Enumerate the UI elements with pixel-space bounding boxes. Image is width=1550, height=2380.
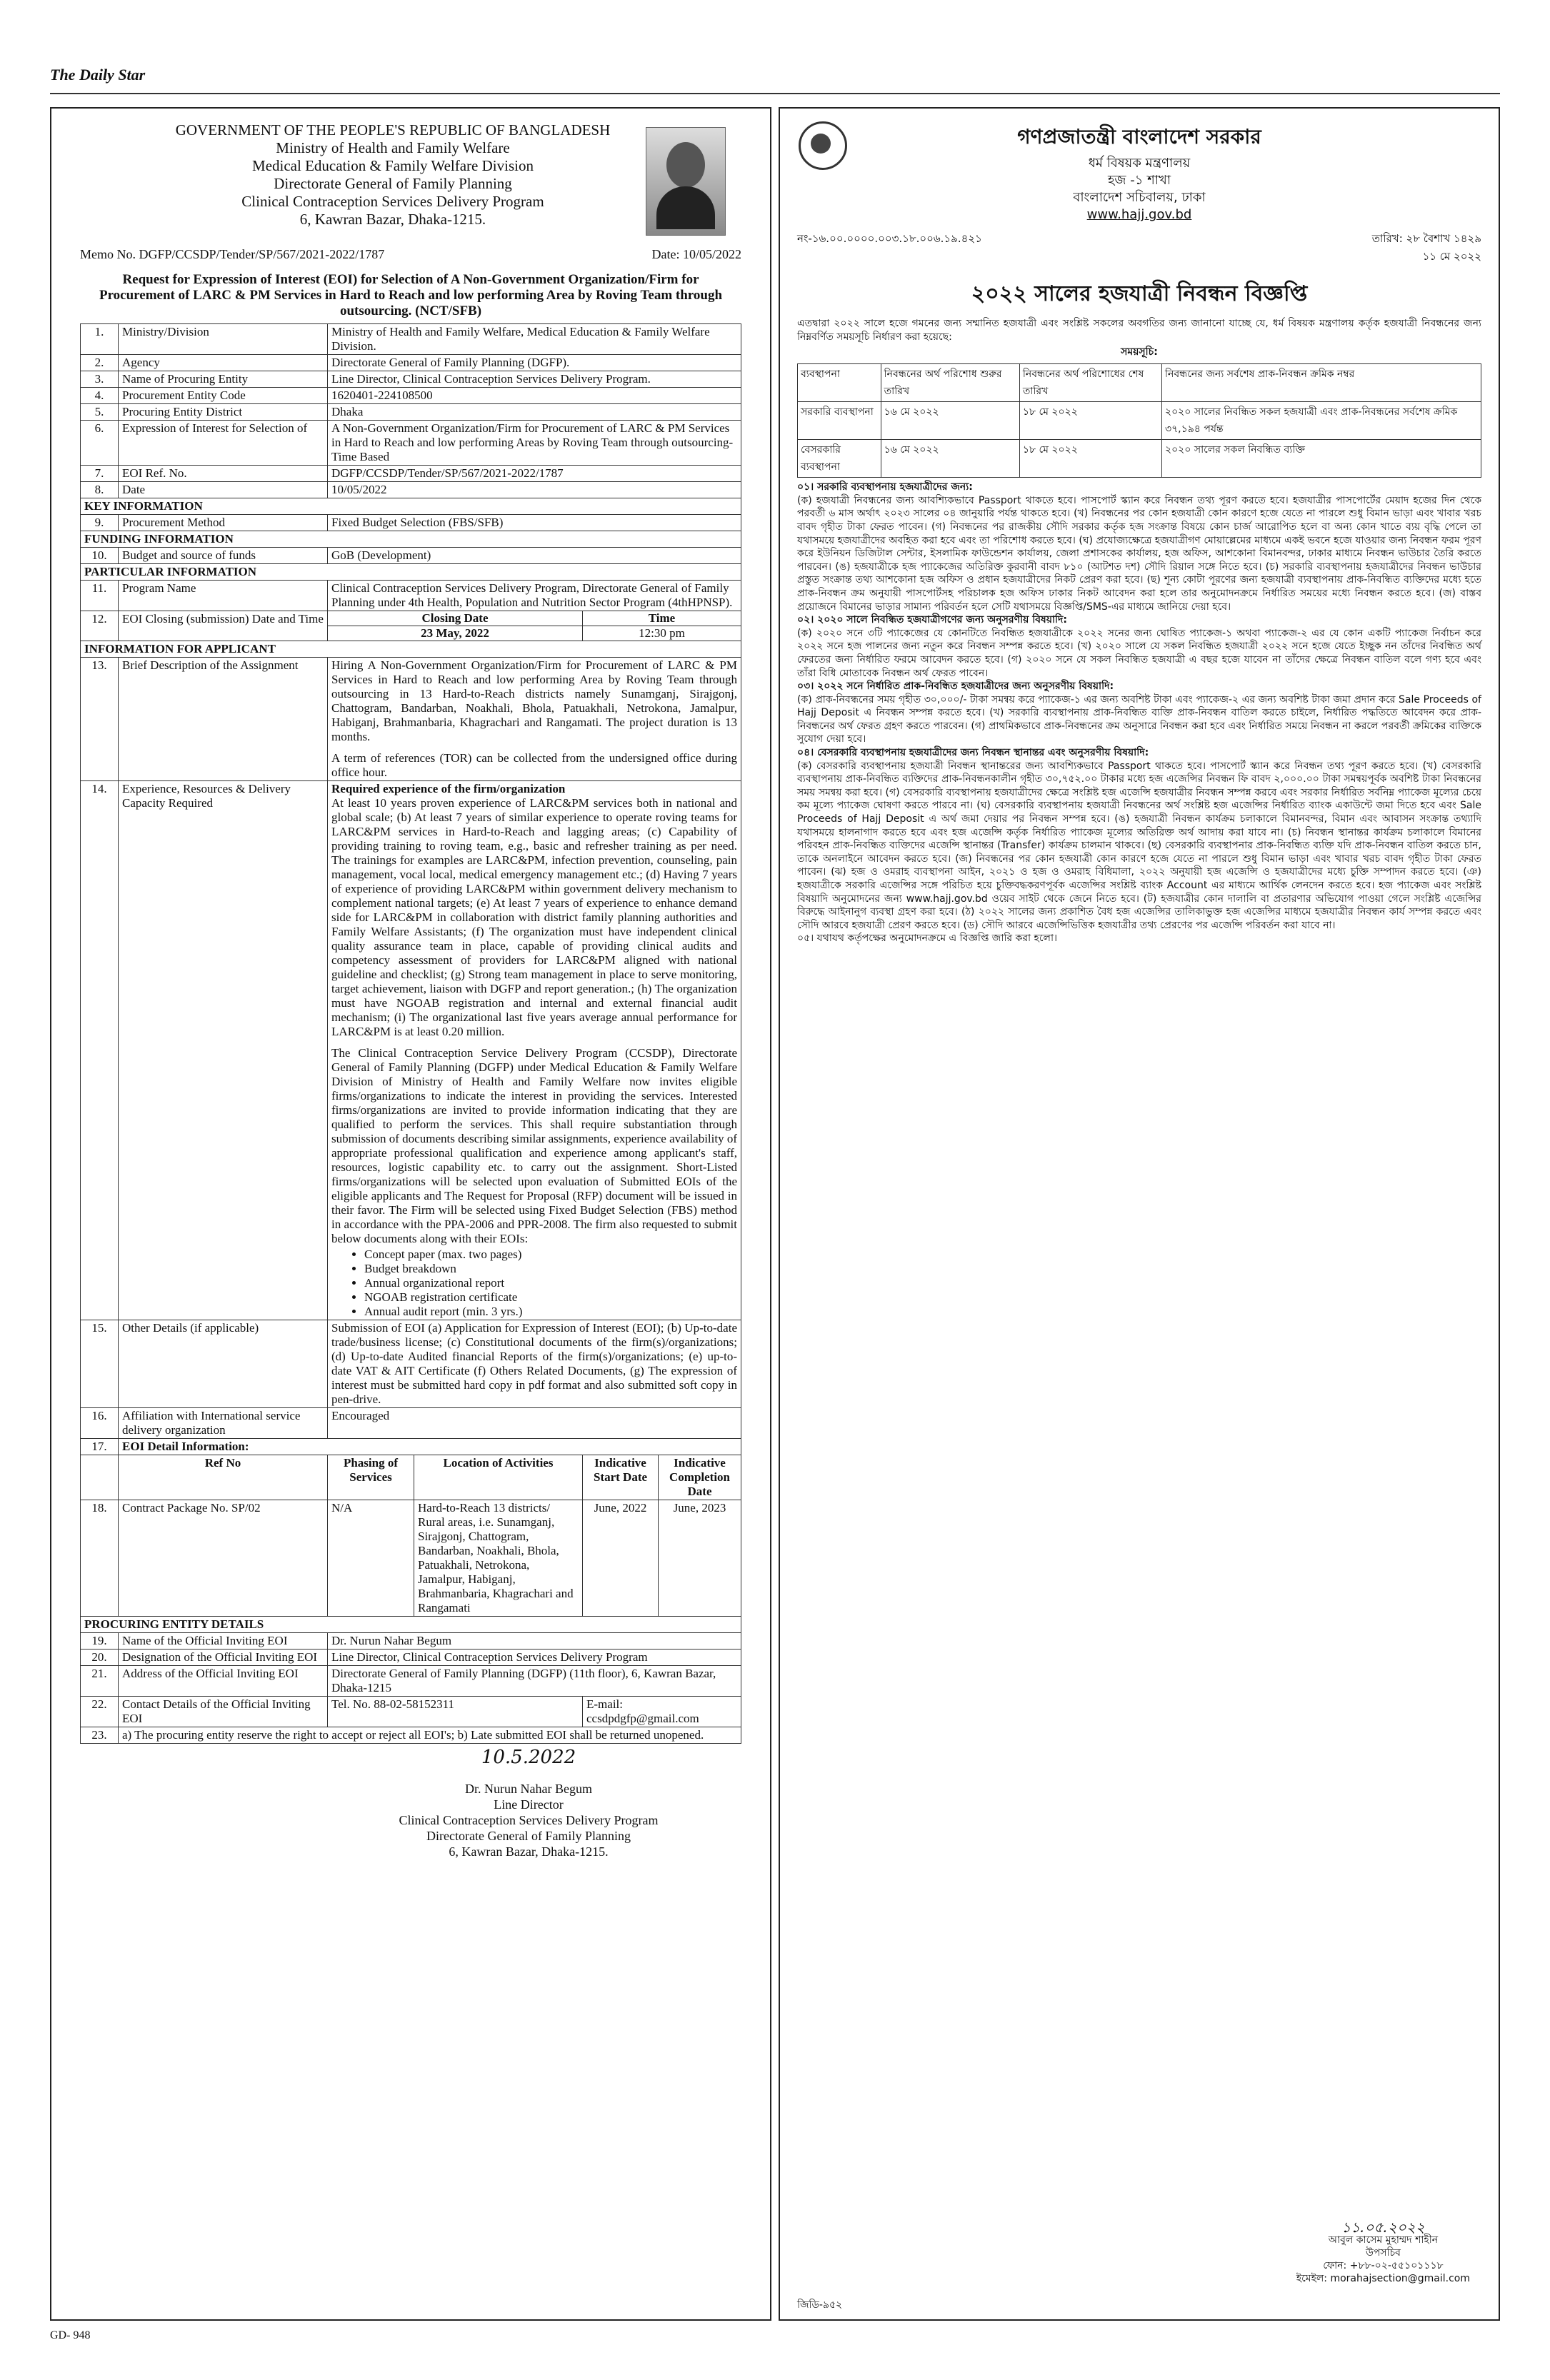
section-heading: ০১। সরকারি ব্যবস্থাপনায় হজযাত্রীদের জন্য: [797,481,973,493]
schedule-label: সময়সূচি: [1121,346,1158,358]
signer-address: 6, Kawran Bazar, Dhaka-1215. [449,1844,609,1859]
header-line: Directorate General of Family Planning [274,175,512,192]
table-row: 20. Designation of the Official Inviting EOI Line Director, Clinical Contraception Services Delivery Program [81,1650,741,1666]
signer-title: উপসচিব [1365,2247,1401,2259]
header-line: 6, Kawran Bazar, Dhaka-1215. [299,211,486,228]
table-row: 21. Address of the Official Inviting EOI Directorate General of Family Planning (DGFP) (11th floor), 6, Kawran Bazar, Dhaka-1215 [81,1666,741,1697]
section-body: (ক) বেসরকারি ব্যবস্থাপনায় হজযাত্রী নিবন্ধন স্থানান্তরের জন্য আবশ্যিকভাবে Passport থাকতে হবে। পাসপোর্ট স্ক্যান করে নিবন্ধন তথ্য পূরণ করতে হবে। (খ) বেসরকারি ব্যবস্থাপনায় প্রাক-নিবন্ধিত ব্যক্তিদের প্রাক-নিবন্ধনকালীন গৃহীত ৩০,৭৫২.০০ টাকার মধ্যে হজ এজেন্সির নিবন্ধন ফি বাবদ ২,০০০.০০ টাকা সমন্বয়পূর্বক অবশিষ্ট টাকা নিবন্ধনের সময় সমন্বয় করা হবে। (গ) বেসরকারি ব্যবস্থাপনায় হজযাত্রীদের ক্ষেত্রে সংশ্লিষ্ট হজ এজেন্সি হজযাত্রীর নিবন্ধন সম্পন্ন করবে এবং সরকার নির্ধারিত সর্বনিম্ন প্যাকেজ মূল্যের চেয়ে কম মূল্যে প্যাকেজ ঘোষণা করতে পারবে না। (ঘ) বেসরকারি ব্যবস্থাপনায় হজযাত্রী নিবন্ধনের অর্থ সংশ্লিষ্ট হজ এজেন্সির নির্ধারিত ব্যাংক একাউন্টে জমা দিতে হবে এবং Sale Proceeds of Hajj Deposit এ অর্থ জমা দেয়ার পর নিবন্ধন সম্পন্ন হবে। (ঙ) হজযাত্রী নিবন্ধন কার্যক্রম চলাকালে বিমানবন্দর, বিমান এবং আবাসন সংক্রান্ত তথ্যাদি যথাসময়ে হালনাগাদ করতে হবে এবং হজ এজেন্সি কর্তৃক নির্ধারিত প্যাকেজ মূল্যের অতিরিক্ত অর্থ আদায় করা যাবে না। (চ) নিবন্ধন স্থানান্তর কার্যক্রম চলাকালে বিমানের পরিবহন প্রাক-নিবন্ধিত ব্যক্তিদের এজেন্সি স্থানান্তর (Transfer) কার্যক্রম চালমান থাকবে। (ছ) বেসরকারি ব্যবস্থাপনার প্রাক-নিবন্ধিত ব্যক্তি যদি প্রাক-নিবন্ধন বাতিল করতে চান, তাকে অনলাইনে আবেদন করতে হবে। (জ) নিবন্ধনের পর কোন হজযাত্রী কোন কারণে হজে যেতে না পারলে শুধু বিমান ভাড়া এবং খাবার খরচ বাবদ গৃহীত টাকা ফেরত পাবেন। (ঝ) হজ ও ওমরাহ ব্যবস্থাপনা আইন, ২০২১ ও হজ ও ওমরাহ বিধিমালা, ২০২২ অনুযায়ী হজ এজেন্সি ও হজযাত্রীদের মধ্যে চুক্তি সম্পাদন করতে হবে। (ঞ) হজযাত্রীকে সরকারি এজেন্সির সঙ্গে পরিচিত হয়ে চুক্তিবদ্ধকরণপূর্বক এজেন্সির সংশ্লিষ্ট ব্যাংক Account এর মাধ্যমে আর্থিক লেনদেন করতে হবে। হজ প্যাকেজ এবং সংশ্লিষ্ট বিষয়াদি অনুমোদনের জন্য www.hajj.gov.bd ওয়েব সাইট থেকে জেনে নিতে হবে। (ট) হজযাত্রীর কোন দালালি বা প্রতারণার অভিযোগ পাওয়া গেলে সংশ্লিষ্ট এজেন্সির বিরুদ্ধে আইনানুগ ব্যবস্থা গ্রহণ করা হবে। (ঠ) ২০২২ সালের জন্য প্রকাশিত বৈধ হজ এজেন্সির তালিকাভুক্ত হজ এজেন্সির মাধ্যমে হজযাত্রীর নিবন্ধন কার্য সম্পন্ন করতে এবং সৌদি আরবে হজযাত্রী প্রেরণ করতে হবে। (ড) সৌদি আরবে এজেন্সিভিত্তিক হজযাত্রীর তথ্য প্রেরণের পর এজেন্সি পরিবর্তন করা যাবে না। [797,760,1481,931]
hajj-notice [779,107,1500,2321]
section-line: হজ -১ শাখা [1107,173,1171,188]
invitation-text: The Clinical Contraception Service Delivery Program (CCSDP), Directorate General of Family Planning (DGFP) under Medical Education & Family Welfare Division of Ministry of Health and Family Welfare now invites eligible firms/organizations to indicate the interest in providing the services. Interested firms/organizations are invited to provide information indicating that they are qualified to perform the services. This shall require substantiation through submission of documents describing similar assignments, experience availability of appropriate professional qualification and experience among applicant's staff, resources, logistic capability etc. to carry out the assignment. Short-Listed firms/organizations will be selected upon evaluation of Submitted EOIs of the eligible applicants and The Request for Proposal (RFP) document will be issued in their favor. The Firm will be selected using Fixed Budget Selection (FBS) method in accordance with the PPA-2006 and PPR-2008. The firm also requested to submit below documents along with their EOIs: [331,1046,737,1245]
requirements-heading: Required experience of the firm/organization [331,782,566,795]
list-item: • Budget breakdown [364,1262,737,1276]
memo-number: Memo No. DGFP/CCSDP/Tender/SP/567/2021-2022/1787 [80,247,385,261]
intro-text: এতদ্বারা ২০২২ সালে হজে গমনের জন্য সম্মানিত হজযাত্রী এবং সংশ্লিষ্ট সকলের অবগতির জন্য জানানো যাচ্ছে যে, ধর্ম বিষয়ক মন্ত্রণালয় কর্তৃক হজযাত্রী নিবন্ধনের জন্য নিম্নবর্ণিত সময়সূচি নির্ধারণ করা হয়েছে: [797,318,1481,343]
table-row: 15. Other Details (if applicable) Submission of EOI (a) Application for Expression of Interest (EOI); (b) Up-to-date trade/business license; (c) Constitutional documents of the firm(s)/organizations; (d) Up-to-date Audited financial Reports of the firm(s)/organizations; (e) up-to-date VAT & AIT Certificate (f) Others Related Documents, (g) The expression of interest must be submitted hard copy in pdf format and also submitted soft copy in pen-drive. [81,1320,741,1408]
header-line: GOVERNMENT OF THE PEOPLE'S REPUBLIC OF BANGLADESH [175,121,611,139]
section-heading: INFORMATION FOR APPLICANT [81,641,741,658]
gd-number: জিডি-৯৫২ [797,2299,843,2311]
table-row: 23. a) The procuring entity reserve the right to accept or reject all EOI's; b) Late submitted EOI shall be returned unopened. [81,1727,741,1744]
table-row: 3. Name of Procuring Entity Line Director, Clinical Contraception Services Delivery Program. [81,371,741,388]
notice-title: ২০২২ সালের হজযাত্রী নিবন্ধন বিজ্ঞপ্তি [971,281,1308,306]
header-line: Medical Education & Family Welfare Division [252,157,534,174]
schedule-table [797,363,1481,478]
table-row: 7. EOI Ref. No. DGFP/CCSDP/Tender/SP/567/2021-2022/1787 [81,466,741,482]
section-body: (ক) প্রাক-নিবন্ধনের সময় গৃহীত ৩০,০০০/- টাকা সমন্বয় করে প্যাকেজ-১ এর জন্য অবশিষ্ট টাকা এবং প্যাকেজ-২ এর জন্য অবশিষ্ট টাকা জমা প্রদান করে Sale Proceeds of Hajj Deposit এ নিবন্ধন সম্পন্ন করতে হবে। (খ) সরকারি ব্যবস্থাপনায় প্রাক-নিবন্ধিত ব্যক্তি প্রাক-নিবন্ধন বাতিল করতে চাইলে, নির্ধারিত পদ্ধতিতে আবেদন করে প্রাক-নিবন্ধনের অর্থ ফেরত গ্রহণ করতে পারবেন। (গ) প্রাথমিকভাবে প্রাক-নিবন্ধনের ক্রম অনুসারে নিবন্ধন করা হবে এবং নির্ধারিত সময়ে নিবন্ধন না করলে পরবর্তী ক্রমিকের ব্যক্তিকে সুযোগ দেয়া হবে। [797,693,1481,745]
gov-title: গণপ্রজাতন্ত্রী বাংলাদেশ সরকার [1017,125,1261,149]
requirements-text: At least 10 years proven experience of LARC&PM services both in national and global scale; (b) At least 7 years of similar experience to operate roving teams for LARC&PM services in Hard-to-Reach and lagging areas; (c) Capability of providing training to roving team, e.g., basic and refresher training as per need. The trainings for examples are LARC&PM, infection prevention, counseling, pain management, vocal local, medical emergency management etc.; (d) Having 7 years of experience of providing LARC&PM within government delivery mechanism to complement national targets; (e) At least 7 years of experience to enhance demand side for LARC&PM in collaboration with district family planning authorities and Family Welfare Assistants; (f) The organization must have independent clinical quality assurance team in place, capable of providing clinical audits and competency assessment of providers for LARC&PM aligned with national guideline and checklist; (g) Strong team management in place to serve monitoring, target achievement, liaison with DGFP and report generation.; (h) The organization must have NGOAB registration and internal and external financial audit mechanism; (i) The organizational last five years average annual performance for LARC&PM is at least 0.20 million. [331,796,737,1038]
list-item: • Annual organizational report [364,1276,737,1290]
table-row: 10. Budget and source of funds GoB (Development) [81,548,741,564]
table-row: 4. Procurement Entity Code 1620401-224108500 [81,388,741,404]
gd-number: GD- 948 [50,2329,91,2341]
website-link[interactable]: www.hajj.gov.bd [1086,207,1192,222]
eoi-title: Request for Expression of Interest (EOI) for Selection of A Non-Government Organization/Firm for Procurement of LARC & PM Services in Hard to Reach and low performing Area by Roving Team through outsourcing. (NCT/SFB) [99,272,723,318]
memo-number: নং-১৬.০০.০০০০.০০৩.১৮.০০৬.১৯.৪২১ [797,232,982,245]
table-row: 19. Name of the Official Inviting EOI Dr. Nurun Nahar Begum [81,1633,741,1650]
assignment-description: Hiring A Non-Government Organization/Firm for Procurement of LARC & PM Services in Hard to Reach and low performing Area by Roving Team through outsourcing in 13 Hard-to-Reach districts namely Sunamganj, Sirajgonj, Chattogram, Bandarban, Noakhali, Bhola, Patuakhali, Netrokona, Jamalpur, Habiganj, Brahmanbaria, Khagrachari and Rangamati. The project duration is 13 months. [331,658,737,743]
memo-date: Date: 10/05/2022 [651,247,741,261]
page-rule [50,93,1500,94]
header-line: Ministry of Health and Family Welfare [276,139,510,156]
eoi-header [130,121,656,229]
table-row: 1. Ministry/Division Ministry of Health and Family Welfare, Medical Education & Family Welfare Division. [81,324,741,355]
table-row: 16. Affiliation with International service delivery organization Encouraged [81,1408,741,1439]
signature-block [1296,2221,1470,2285]
table-row: 14. Experience, Resources & Delivery Capacity Required Required experience of the firm/organization At least 10 years proven experience of LARC&PM services both in national and global scale; (b) At least 7 years of similar experience to operate roving teams for LARC&PM services in Hard-to-Reach and lagging areas; (c) Capability of providing training to roving team, e.g., basic and refresher training as per need. The trainings for examples are LARC&PM, infection prevention, counseling, pain management, vocal local, medical emergency management etc.; (d) Having 7 years of experience of providing LARC&PM within government delivery mechanism to complement national targets; (e) At least 7 years of experience to enhance demand side for LARC&PM in collaboration with district family planning authorities and Family Welfare Assistants; (f) The organization must have independent clinical quality assurance team in place, capable of providing clinical audits and competency assessment of providers for LARC&PM aligned with national guideline and checklist; (g) Strong team management in place to serve monitoring, target achievement, liaison with DGFP and report generation.; (h) The organization must have NGOAB registration and internal and external financial audit mechanism; (i) The organizational last five years average annual performance for LARC&PM is at least 0.20 million. The Clinical Contraception Service Delivery Program (CCSDP), Directorate General of Family Planning (DGFP) under Medical Education & Family Welfare Division of Ministry of Health and Family Welfare now invites eligible firms/organizations to indicate the interest in providing the services. Interested firms/organizations are invited to provide information indicating that they are qualified to perform the services. This shall require substantiation through submission of documents describing similar assignments, experience availability of appropriate professional qualification and experience among applicant's staff, resources, logistic capability etc. to carry out the assignment. Short-Listed firms/organizations will be selected upon evaluation of Submitted EOIs of the eligible applicants and The Request for Proposal (RFP) document will be issued in their favor. The Firm will be selected using Fixed Budget Selection (FBS) method in accordance with the PPA-2006 and PPR-2008. The firm also requested to submit below documents along with their EOIs: • Concept paper (max. two pages) • Budget breakdown • Annual organizational report • NGOAB registration certificate • Annual audit report (min. 3 yrs.) [81,781,741,1320]
closing-date: 23 May, 2022 [421,626,489,640]
table-row: বেসরকারি ব্যবস্থাপনা ১৬ মে ২০২২ ১৮ মে ২০২২ ২০২০ সালের সকল নিবন্ধিত ব্যক্তি [798,440,1481,478]
memo-date-bangla: তারিখ: ২৮ বৈশাখ ১৪২৯ [1371,232,1481,245]
signer-phone: ফোন: +৮৮-০২-৫৫১০১১১৮ [1323,2260,1444,2271]
secretariat-line: বাংলাদেশ সচিবালয়, ঢাকা [1073,190,1206,205]
header-line: Clinical Contraception Services Delivery Program [241,193,544,210]
table-row: 6. Expression of Interest for Selection of A Non-Government Organization/Firm for Procurement of LARC & PM Services in Hard to Reach and low performing Areas by Roving Team through outsourcing-Time Based [81,421,741,466]
signer-name: আবুল কাসেম মুহাম্মদ শাহীন [1328,2234,1439,2246]
closing-line: ০৫। যথাযথ কর্তৃপক্ষের অনুমোদনক্রমে এ বিজ্ঞপ্তি জারি করা হলো। [797,933,1058,945]
table-row: 17. EOI Detail Information: [81,1439,741,1455]
section-body: (ক) হজযাত্রী নিবন্ধনের জন্য আবশ্যিকভাবে Passport থাকতে হবে। পাসপোর্ট স্ক্যান করে নিবন্ধন তথ্য পূরণ করতে হবে। হজযাত্রীর পাসপোর্টের মেয়াদ হজের দিন থেকে পরবর্তী ৬ মাস অর্থাৎ ২০২৩ সালের ০৪ জানুয়ারি পর্যন্ত থাকতে হবে। (খ) নিবন্ধনের পর কোন হজযাত্রী কোন কারণে হজে যেতে না পারলে শুধু বিমান ভাড়া এবং খাবার খরচ বাবদ গৃহীত টাকা ফেরত পাবেন। (গ) নিবন্ধনের পর রাজকীয় সৌদি সরকার কর্তৃক হজ সংক্রান্ত বিষয়ে কোন চার্জ আরোপিত হলে বা অন্য কোন খাতে ব্যয় বৃদ্ধি পেলে তা যথাসময়ে হজযাত্রীদের অবহিত করা হবে এবং তা পরিশোধ করতে হবে। (ঘ) প্রযোজ্যক্ষেত্রে হজযাত্রীগণ মোয়াল্লেমের মাধ্যমে একই ভবনে হজে যাওয়ার জন্য নিবন্ধন ফরম পূরণ করে ইউনিয়ন ডিজিটাল সেন্টার, ইসলামিক ফাউন্ডেশন কার্যালয়, জেলা প্রশাসকের কার্যালয়, হজ অফিস, আশকোনা বিমানবন্দর, ঢাকার মাধ্যমে নিবন্ধন ভাউচার তৈরি করতে পারবেন। (ঙ) হজযাত্রীকে হজ প্যাকেজের অতিরিক্ত কুরবানী বাবদ ৮১০ (আটশত দশ) সৌদি রিয়াল সঙ্গে নিতে হবে। (চ) সরকারি ব্যবস্থাপনায় হজযাত্রীদের নিবন্ধন ভাউচার প্রস্তুত সংক্রান্ত তথ্য আশকোনা হজ অফিস ও প্রধান হজযাত্রীদের নিকট প্রেরণ করা হবে। (ছ) শূন্য কোটা পূরণের জন্য হজযাত্রী ব্যবস্থাপনায় প্রাক-নিবন্ধিত ব্যক্তিদের মধ্যে হতে প্রাক-নিবন্ধন ক্রম অনুযায়ী পাসপোর্টসহ পরিচালক হজ অফিস ঢাকার নিকট আবেদন করা হলে তার অনুমোদনক্রমে নির্ধারিত সময়ের মধ্যে নিবন্ধন করতে হবে। (জ) বাস্তব প্রয়োজনে বিমানের ভাড়ার সামান্য পরিবর্তন হলে সেটি যথাসময়ে বিজ্ঞপ্তি/SMS-এর মাধ্যমে জানিয়ে দেয়া হবে। [797,494,1481,613]
section-heading: FUNDING INFORMATION [81,531,741,548]
table-row: 12. EOI Closing (submission) Date and Time Closing Date 23 May, 2022 Time 12:30 pm [81,611,741,641]
signer-email: ইমেইল: morahajsection@gmail.com [1296,2273,1470,2284]
table-row: সরকারি ব্যবস্থাপনা ১৬ মে ২০২২ ১৮ মে ২০২২ ২০২০ সালের নিবন্ধিত সকল হজযাত্রী এবং প্রাক-নিবন্ধনের সর্বশেষ ক্রমিক ৩৭,১৯৪ পর্যন্ত [798,402,1481,440]
section-heading: ০৪। বেসরকারি ব্যবস্থাপনায় হজযাত্রীদের জন্য নিবন্ধন স্থানান্তর এবং অনুসরণীয় বিষয়াদি: [797,747,1149,759]
signer-dept: Directorate General of Family Planning [426,1829,631,1843]
table-row: 11. Program Name Clinical Contraception Services Delivery Program, Directorate General of Family Planning under 4th Health, Population and Nutrition Sector Program (4thHPNSP). [81,581,741,611]
government-seal-icon [799,121,847,170]
signer-program: Clinical Contraception Services Delivery Program [399,1813,659,1827]
list-item: • Annual audit report (min. 3 yrs.) [364,1305,737,1319]
section-heading: ০২। ২০২০ সালে নিবন্ধিত হজযাত্রীগণের জন্য অনুসরণীয় বিষয়াদি: [797,614,1067,626]
table-row: 2. Agency Directorate General of Family Planning (DGFP). [81,355,741,371]
memo-date-english: ১১ মে ২০২২ [1422,250,1481,263]
tor-note: A term of references (TOR) can be collected from the undersigned office during office hour. [331,751,737,779]
signature-block [316,1749,741,1859]
schedule-header-row: ব্যবস্থাপনা নিবন্ধনের অর্থ পরিশোধ শুরুর তারিখ নিবন্ধনের অর্থ পরিশোধের শেষ তারিখ নিবন্ধনের জন্য সর্বশেষ প্রাক-নিবন্ধন ক্রমিক নম্বর [798,364,1481,402]
eoi-table [80,323,741,1744]
closing-date-label: Closing Date [328,611,582,626]
section-body: (ক) ২০২০ সনে ৩টি প্যাকেজের যে কোনটিতে নিবন্ধিত হজযাত্রীকে ২০২২ সনের জন্য ঘোষিত প্যাকেজ-১ অথবা প্যাকেজ-২ এর যে কোন একটি প্যাকেজ নির্বাচন করে ২০২২ সনে হজ পালনের জন্য নতুন করে নিবন্ধন সম্পন্ন করতে হবে। (খ) ২০২০ সালে যে সকল নিবন্ধিত হজযাত্রী ২০২২ সনে হজে যেতে ইচ্ছুক নন তাঁদের নিবন্ধিত অর্থ ফেরতের জন্য নির্ধারিত ফরমে আবেদন করতে হবে। (গ) ২০২০ সনে যে সকল নিবন্ধিত হজযাত্রী এ বছর হজে যাবেন না তাঁদের ক্ষেত্রে নিবন্ধন বাতিল বলে গণ্য হবে এবং তাঁরা বিধি মোতাবেক নিবন্ধন অর্থ ফেরত পাবেন। [797,627,1481,679]
eoi-notice [50,107,771,2321]
table-row: 22. Contact Details of the Official Inviting EOI Tel. No. 88-02-58152311 E-mail: ccsdpdgfp@gmail.com [81,1697,741,1727]
signer-title: Line Director [494,1797,564,1812]
section-heading: PROCURING ENTITY DETAILS [81,1617,741,1633]
list-item: • Concept paper (max. two pages) [364,1247,737,1262]
section-heading: KEY INFORMATION [81,498,741,515]
ministry-line: ধর্ম বিষয়ক মন্ত্রণালয় [1088,156,1191,171]
table-row: 18. Contract Package No. SP/02 N/A Hard-to-Reach 13 districts/ Rural areas, i.e. Sunamganj, Sirajgonj, Chattogram, Bandarban, Noakhali, Bhola, Patuakhali, Netrokona, Jamalpur, Habiganj, Brahmanbaria, Khagrachari and Rangamati June, 2022 June, 2023 [81,1500,741,1617]
section-heading: ০৩। ২০২২ সনে নির্ধারিত প্রাক-নিবন্ধিত হজযাত্রীদের জন্য অনুসরণীয় বিষয়াদি: [797,681,1114,693]
section-heading: PARTICULAR INFORMATION [81,564,741,581]
closing-time-label: Time [583,611,741,626]
table-row: 13. Brief Description of the Assignment Hiring A Non-Government Organization/Firm for Procurement of LARC & PM Services in Hard to Reach and low performing Area by Roving Team through outsourcing in 13 Hard-to-Reach districts namely Sunamganj, Sirajgonj, Chattogram, Bandarban, Noakhali, Bhola, Patuakhali, Netrokona, Jamalpur, Habiganj, Brahmanbaria, Khagrachari and Rangamati. The project duration is 13 months. A term of references (TOR) can be collected from the undersigned office during office hour. [81,658,741,781]
table-row: 8. Date 10/05/2022 [81,482,741,498]
closing-time: 12:30 pm [639,626,685,640]
newspaper-masthead: The Daily Star [50,66,146,84]
table-row: 5. Procuring Entity District Dhaka [81,404,741,421]
signer-name: Dr. Nurun Nahar Begum [465,1782,592,1796]
document-list [353,1247,737,1319]
detail-header-row: Ref No Phasing of Services Location of Activities Indicative Start Date Indicative Completion Date [81,1455,741,1500]
handwritten-signature: ১১.০৫.২০২২ [1341,2219,1425,2236]
portrait-image [646,127,726,236]
table-row: 9. Procurement Method Fixed Budget Selection (FBS/SFB) [81,515,741,531]
list-item: • NGOAB registration certificate [364,1290,737,1305]
handwritten-signature: 10.5.2022 [481,1747,576,1768]
